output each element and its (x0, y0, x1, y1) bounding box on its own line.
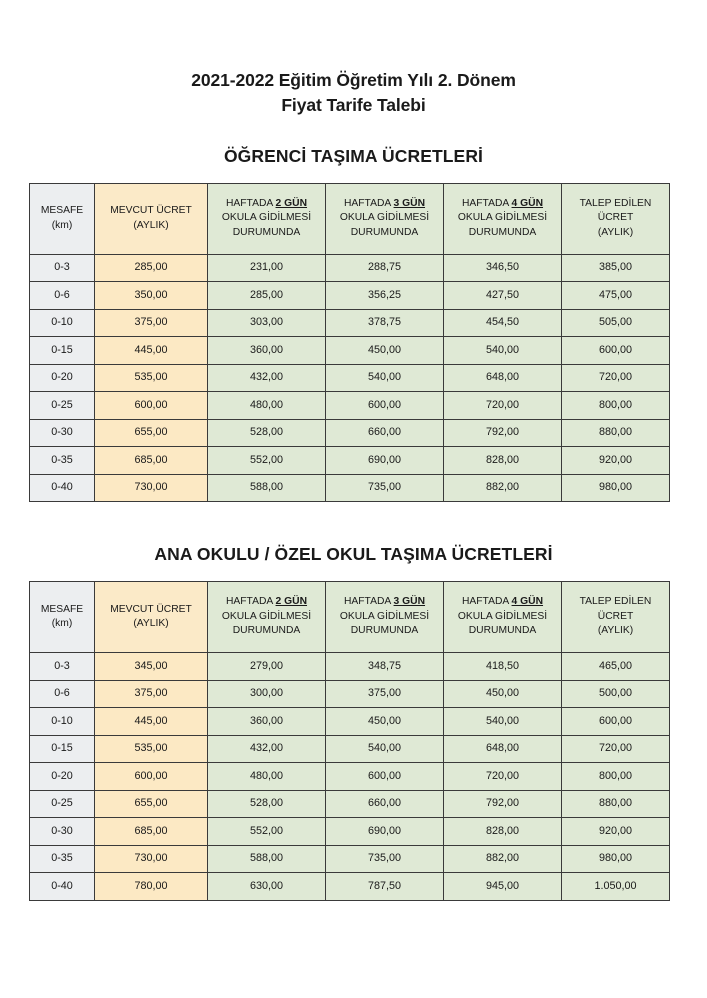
document-title (0, 68, 707, 118)
cell-4-days: 720,00 (444, 763, 562, 791)
cell-2-days: 588,00 (208, 845, 326, 873)
cell-3-days: 600,00 (326, 763, 444, 791)
cell-current-fee: 535,00 (95, 364, 208, 392)
cell-3-days: 450,00 (326, 708, 444, 736)
table2-wrapper (0, 581, 707, 901)
col-header-3-days (326, 582, 444, 653)
cell-3-days: 660,00 (326, 419, 444, 447)
cell-requested-fee: 920,00 (562, 818, 670, 846)
cell-2-days: 432,00 (208, 735, 326, 763)
cell-current-fee: 600,00 (95, 763, 208, 791)
table-row (30, 873, 670, 901)
cell-2-days: 279,00 (208, 653, 326, 681)
col-header-4-days-line-1 (444, 197, 561, 212)
tables-gap (0, 502, 707, 544)
table-row (30, 708, 670, 736)
cell-distance: 0-20 (30, 763, 95, 791)
col-header-2-days-line-2: OKULA GİDİLMESİ (221, 610, 312, 622)
col-header-current-fee-line-1: MEVCUT ÜCRET (110, 603, 192, 615)
student-transport-fee-table (29, 183, 670, 503)
col-header-2-days-line-3: DURUMUNDA (232, 226, 301, 238)
cell-distance: 0-30 (30, 419, 95, 447)
table2-title: ANA OKULU / ÖZEL OKUL TAŞIMA ÜCRETLERİ (154, 544, 553, 565)
col-header-current-fee (95, 183, 208, 254)
cell-current-fee: 375,00 (95, 680, 208, 708)
table-row (30, 763, 670, 791)
cell-current-fee: 535,00 (95, 735, 208, 763)
cell-requested-fee: 505,00 (562, 309, 670, 337)
col-header-2-days-emphasis: 2 GÜN (275, 197, 308, 209)
table2-body (30, 653, 670, 901)
cell-2-days: 528,00 (208, 790, 326, 818)
col-header-distance-line-2: (km) (51, 618, 73, 630)
col-header-2-days-prefix: HAFTADA (225, 197, 276, 209)
col-header-4-days-line-3: DURUMUNDA (468, 226, 537, 238)
cell-distance: 0-30 (30, 818, 95, 846)
col-header-distance (30, 183, 95, 254)
cell-requested-fee: 980,00 (562, 474, 670, 502)
cell-4-days: 454,50 (444, 309, 562, 337)
col-header-4-days-prefix: HAFTADA (461, 197, 512, 209)
cell-2-days: 528,00 (208, 419, 326, 447)
cell-requested-fee: 720,00 (562, 735, 670, 763)
cell-4-days: 945,00 (444, 873, 562, 901)
cell-requested-fee: 385,00 (562, 254, 670, 282)
cell-requested-fee: 465,00 (562, 653, 670, 681)
cell-requested-fee: 600,00 (562, 337, 670, 365)
col-header-2-days-line-2: OKULA GİDİLMESİ (221, 212, 312, 224)
table1-wrapper (0, 183, 707, 503)
col-header-4-days (444, 582, 562, 653)
cell-requested-fee: 880,00 (562, 790, 670, 818)
cell-3-days: 450,00 (326, 337, 444, 365)
col-header-3-days-emphasis: 3 GÜN (393, 596, 426, 608)
cell-distance: 0-6 (30, 680, 95, 708)
cell-requested-fee: 475,00 (562, 282, 670, 310)
top-spacer (0, 0, 707, 68)
cell-3-days: 348,75 (326, 653, 444, 681)
col-header-4-days-emphasis: 4 GÜN (511, 596, 544, 608)
col-header-3-days-line-2: OKULA GİDİLMESİ (339, 610, 430, 622)
cell-2-days: 231,00 (208, 254, 326, 282)
cell-current-fee: 445,00 (95, 337, 208, 365)
col-header-requested-fee-line-1: TALEP EDİLEN (579, 197, 652, 209)
cell-3-days: 690,00 (326, 818, 444, 846)
cell-distance: 0-15 (30, 337, 95, 365)
table1-header (30, 183, 670, 254)
document-title-line-2: Fiyat Tarife Talebi (281, 94, 426, 115)
cell-requested-fee: 1.050,00 (562, 873, 670, 901)
cell-current-fee: 730,00 (95, 474, 208, 502)
cell-current-fee: 600,00 (95, 392, 208, 420)
table-row (30, 474, 670, 502)
cell-distance: 0-40 (30, 474, 95, 502)
cell-2-days: 285,00 (208, 282, 326, 310)
col-header-2-days-line-1 (208, 595, 325, 610)
table1-header-row (30, 183, 670, 254)
cell-current-fee: 285,00 (95, 254, 208, 282)
cell-3-days: 540,00 (326, 735, 444, 763)
cell-4-days: 427,50 (444, 282, 562, 310)
col-header-2-days-emphasis: 2 GÜN (275, 596, 308, 608)
cell-4-days: 720,00 (444, 392, 562, 420)
col-header-requested-fee-line-2: ÜCRET (597, 212, 634, 224)
table-row (30, 790, 670, 818)
col-header-2-days-prefix: HAFTADA (225, 596, 276, 608)
cell-3-days: 660,00 (326, 790, 444, 818)
col-header-3-days-emphasis: 3 GÜN (393, 197, 426, 209)
cell-distance: 0-35 (30, 845, 95, 873)
cell-3-days: 375,00 (326, 680, 444, 708)
cell-2-days: 360,00 (208, 337, 326, 365)
table-row (30, 735, 670, 763)
table-row (30, 364, 670, 392)
cell-3-days: 600,00 (326, 392, 444, 420)
cell-4-days: 828,00 (444, 447, 562, 475)
cell-requested-fee: 800,00 (562, 763, 670, 791)
col-header-distance-line-1: MESAFE (40, 205, 84, 217)
cell-3-days: 356,25 (326, 282, 444, 310)
table-row (30, 282, 670, 310)
cell-distance: 0-35 (30, 447, 95, 475)
table-row (30, 447, 670, 475)
cell-4-days: 418,50 (444, 653, 562, 681)
col-header-distance (30, 582, 95, 653)
col-header-3-days-line-3: DURUMUNDA (350, 625, 419, 637)
col-header-4-days-emphasis: 4 GÜN (511, 197, 544, 209)
cell-distance: 0-3 (30, 653, 95, 681)
cell-2-days: 588,00 (208, 474, 326, 502)
col-header-current-fee-line-2: (AYLIK) (133, 618, 169, 630)
col-header-requested-fee-line-3: (AYLIK) (597, 625, 634, 637)
cell-3-days: 378,75 (326, 309, 444, 337)
table-row (30, 392, 670, 420)
table1-body (30, 254, 670, 502)
cell-current-fee: 345,00 (95, 653, 208, 681)
cell-4-days: 346,50 (444, 254, 562, 282)
cell-4-days: 792,00 (444, 790, 562, 818)
col-header-current-fee-line-2: (AYLIK) (133, 219, 169, 231)
cell-distance: 0-10 (30, 708, 95, 736)
col-header-4-days (444, 183, 562, 254)
cell-4-days: 648,00 (444, 364, 562, 392)
table2-header (30, 582, 670, 653)
table2-header-row (30, 582, 670, 653)
col-header-4-days-line-2: OKULA GİDİLMESİ (457, 610, 548, 622)
cell-distance: 0-40 (30, 873, 95, 901)
cell-3-days: 787,50 (326, 873, 444, 901)
col-header-3-days (326, 183, 444, 254)
table-row (30, 818, 670, 846)
cell-current-fee: 780,00 (95, 873, 208, 901)
cell-requested-fee: 500,00 (562, 680, 670, 708)
cell-distance: 0-15 (30, 735, 95, 763)
col-header-requested-fee (562, 582, 670, 653)
cell-2-days: 480,00 (208, 392, 326, 420)
cell-current-fee: 445,00 (95, 708, 208, 736)
cell-2-days: 360,00 (208, 708, 326, 736)
col-header-2-days-line-3: DURUMUNDA (232, 625, 301, 637)
cell-2-days: 300,00 (208, 680, 326, 708)
cell-4-days: 792,00 (444, 419, 562, 447)
cell-3-days: 690,00 (326, 447, 444, 475)
cell-2-days: 630,00 (208, 873, 326, 901)
cell-current-fee: 685,00 (95, 818, 208, 846)
cell-current-fee: 685,00 (95, 447, 208, 475)
cell-distance: 0-25 (30, 790, 95, 818)
cell-current-fee: 350,00 (95, 282, 208, 310)
table-row (30, 419, 670, 447)
table-row (30, 337, 670, 365)
document-title-line-1: 2021-2022 Eğitim Öğretim Yılı 2. Dönem (191, 70, 516, 90)
cell-4-days: 882,00 (444, 845, 562, 873)
col-header-distance-line-2: (km) (51, 219, 73, 231)
cell-distance: 0-6 (30, 282, 95, 310)
col-header-4-days-line-2: OKULA GİDİLMESİ (457, 212, 548, 224)
col-header-2-days-line-1 (208, 197, 325, 212)
col-header-3-days-line-2: OKULA GİDİLMESİ (339, 212, 430, 224)
col-header-4-days-line-3: DURUMUNDA (468, 625, 537, 637)
col-header-2-days (208, 582, 326, 653)
cell-3-days: 735,00 (326, 474, 444, 502)
col-header-3-days-prefix: HAFTADA (343, 197, 394, 209)
col-header-requested-fee-line-2: ÜCRET (597, 610, 634, 622)
table-row (30, 309, 670, 337)
cell-4-days: 540,00 (444, 708, 562, 736)
cell-requested-fee: 800,00 (562, 392, 670, 420)
col-header-current-fee-line-1: MEVCUT ÜCRET (110, 205, 192, 217)
col-header-2-days (208, 183, 326, 254)
col-header-3-days-prefix: HAFTADA (343, 596, 394, 608)
table-row (30, 653, 670, 681)
cell-2-days: 480,00 (208, 763, 326, 791)
cell-3-days: 288,75 (326, 254, 444, 282)
col-header-3-days-line-1 (326, 595, 443, 610)
cell-2-days: 552,00 (208, 818, 326, 846)
table-row (30, 254, 670, 282)
col-header-requested-fee-line-1: TALEP EDİLEN (579, 596, 652, 608)
col-header-3-days-line-1 (326, 197, 443, 212)
cell-distance: 0-25 (30, 392, 95, 420)
table-row (30, 680, 670, 708)
cell-current-fee: 375,00 (95, 309, 208, 337)
cell-current-fee: 655,00 (95, 790, 208, 818)
cell-requested-fee: 920,00 (562, 447, 670, 475)
col-header-current-fee (95, 582, 208, 653)
table2-title-gap (0, 565, 707, 581)
col-header-requested-fee-line-3: (AYLIK) (597, 226, 634, 238)
cell-2-days: 303,00 (208, 309, 326, 337)
cell-4-days: 828,00 (444, 818, 562, 846)
col-header-3-days-line-3: DURUMUNDA (350, 226, 419, 238)
cell-distance: 0-3 (30, 254, 95, 282)
cell-distance: 0-20 (30, 364, 95, 392)
cell-2-days: 432,00 (208, 364, 326, 392)
cell-4-days: 450,00 (444, 680, 562, 708)
title-gap (0, 118, 707, 146)
kindergarten-private-school-transport-fee-table (29, 581, 670, 901)
col-header-distance-line-1: MESAFE (40, 603, 84, 615)
cell-current-fee: 730,00 (95, 845, 208, 873)
col-header-4-days-prefix: HAFTADA (461, 596, 512, 608)
table-row (30, 845, 670, 873)
cell-4-days: 882,00 (444, 474, 562, 502)
cell-3-days: 735,00 (326, 845, 444, 873)
cell-2-days: 552,00 (208, 447, 326, 475)
col-header-4-days-line-1 (444, 595, 561, 610)
cell-requested-fee: 600,00 (562, 708, 670, 736)
cell-distance: 0-10 (30, 309, 95, 337)
cell-3-days: 540,00 (326, 364, 444, 392)
cell-4-days: 540,00 (444, 337, 562, 365)
cell-requested-fee: 880,00 (562, 419, 670, 447)
cell-requested-fee: 720,00 (562, 364, 670, 392)
cell-requested-fee: 980,00 (562, 845, 670, 873)
col-header-requested-fee (562, 183, 670, 254)
cell-4-days: 648,00 (444, 735, 562, 763)
cell-current-fee: 655,00 (95, 419, 208, 447)
table1-title: ÖĞRENCİ TAŞIMA ÜCRETLERİ (223, 145, 484, 166)
table1-title-gap (0, 167, 707, 183)
